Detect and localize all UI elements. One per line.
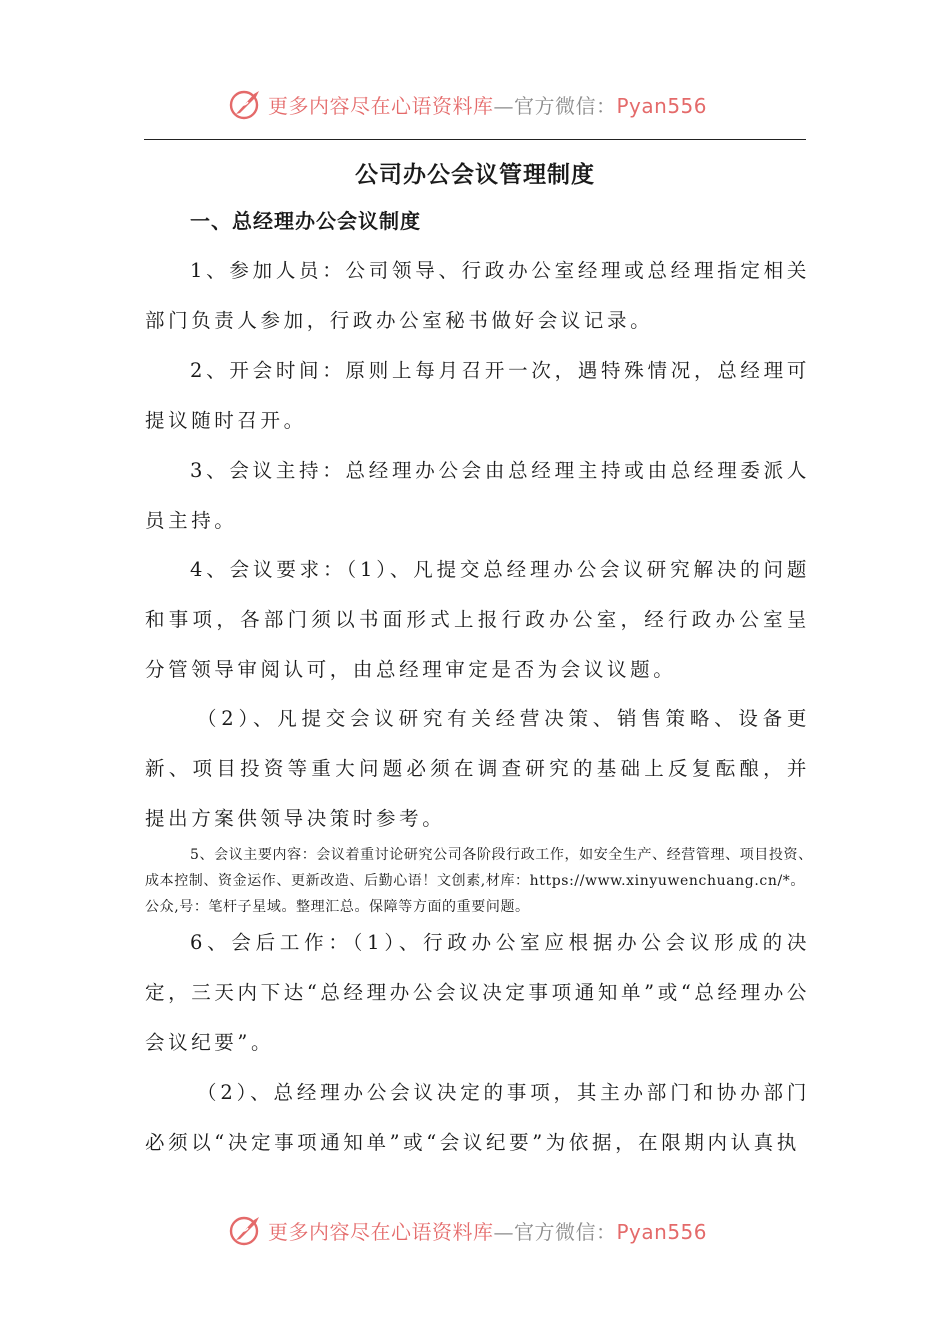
quill-logo-icon xyxy=(228,86,264,122)
paragraph-followup-1: 6、会后工作：（1）、行政办公室应根据办公会议形成的决定，三天内下达“总经理办公会议决定事项通知单”或“总经理办公会议纪要”。 xyxy=(145,931,810,1054)
footer-watermark xyxy=(228,1210,748,1250)
paragraph-main-content: 5、会议主要内容：会议着重讨论研究公司各阶段行政工作，如安全生产、经营管理、项目投资、成本控制、资金运作、更新改造、后勤心语！文创素,材库：https://www.xinyuwenchuang.cn/*。公众,号：笔杆子星域。整理汇总。保障等方面的重要问题。 xyxy=(145,847,813,915)
quill-logo-icon xyxy=(228,1212,264,1248)
paragraph-requirements-1: 4、会议要求：（1）、凡提交总经理办公会议研究解决的问题和事项，各部门须以书面形式上报行政办公室，经行政办公室呈分管领导审阅认可，由总经理审定是否为会议议题。 xyxy=(145,558,810,681)
page-title: 公司办公会议管理制度 xyxy=(355,161,595,188)
paragraph-host: 3、会议主持：总经理办公会由总经理主持或由总经理委派人员主持。 xyxy=(145,459,810,532)
header-rule xyxy=(144,139,806,140)
watermark-dash: — xyxy=(493,93,514,118)
watermark-text xyxy=(268,90,707,119)
watermark-site-text: 更多内容尽在心语资料库 xyxy=(268,93,494,118)
paragraph-meeting-time: 2、开会时间：原则上每月召开一次，遇特殊情况，总经理可提议随时召开。 xyxy=(145,359,810,432)
watermark-official-text: 官方微信： xyxy=(514,93,617,118)
watermark-wechat-id: Pyan556 xyxy=(616,93,708,118)
section-heading: 一、总经理办公会议制度 xyxy=(190,209,421,233)
watermark-dash: — xyxy=(493,1219,514,1244)
paragraph-followup-2: （2）、总经理办公会议决定的事项，其主办部门和协办部门必须以“决定事项通知单”或“会议纪要”为依据，在限期内认真执 xyxy=(145,1081,810,1154)
watermark-site-text: 更多内容尽在心语资料库 xyxy=(268,1219,494,1244)
watermark-text xyxy=(268,1216,707,1245)
watermark-wechat-id: Pyan556 xyxy=(616,1219,708,1244)
paragraph-attendees: 1、参加人员：公司领导、行政办公室经理或总经理指定相关部门负责人参加，行政办公室秘书做好会议记录。 xyxy=(145,259,810,332)
header-watermark xyxy=(228,84,748,124)
paragraph-requirements-2: （2）、凡提交会议研究有关经营决策、销售策略、设备更新、项目投资等重大问题必须在调查研究的基础上反复酝酿，并提出方案供领导决策时参考。 xyxy=(145,707,810,830)
watermark-official-text: 官方微信： xyxy=(514,1219,617,1244)
